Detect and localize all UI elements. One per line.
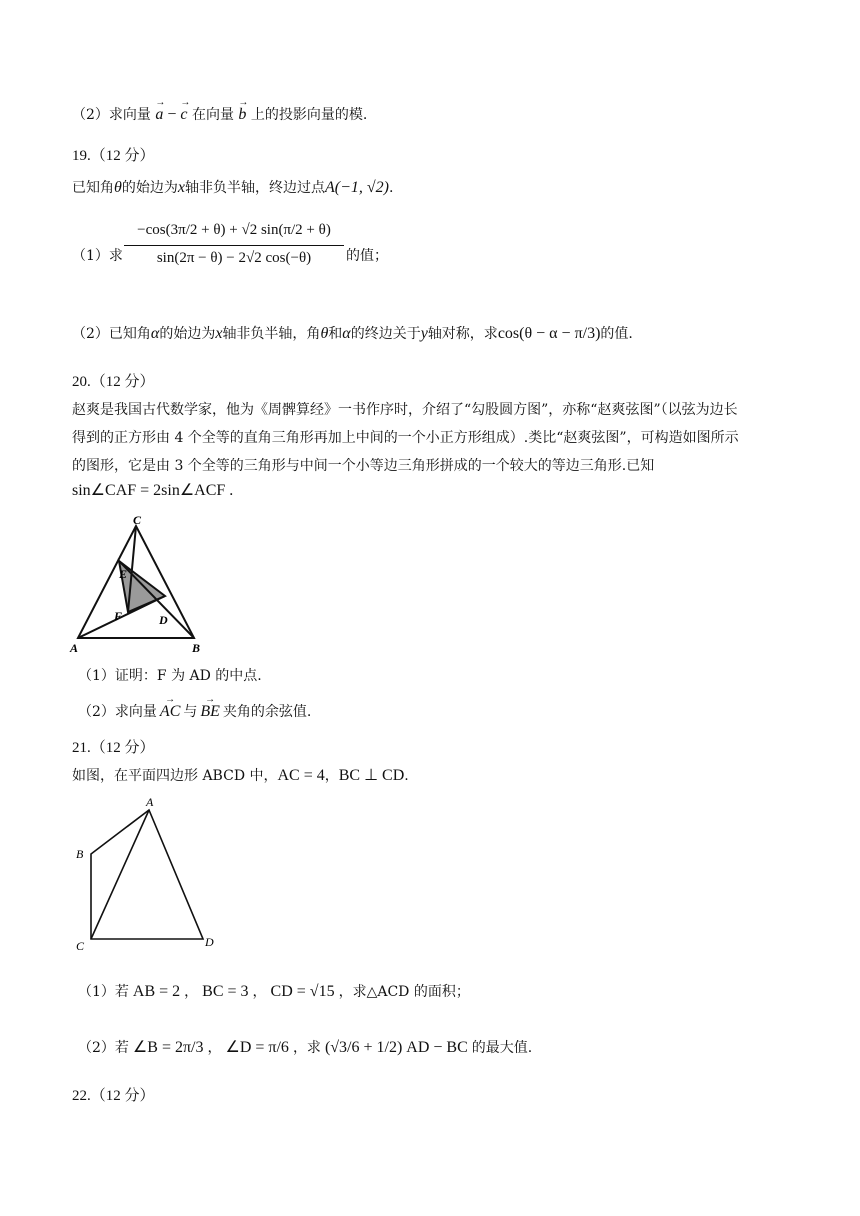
q19-part2-f: 轴对称，求: [427, 326, 498, 342]
label-d: D: [159, 613, 168, 627]
quadrilateral-abcd: [91, 810, 203, 939]
q20-part2: [78, 702, 311, 722]
theta-symbol-2: θ: [320, 325, 329, 342]
label-c: C: [133, 513, 142, 527]
q20-para1-text: 赵爽是我国古代数学家，他为《周髀算经》一书作序时，介绍了“勾股圆方图”，亦称“赵爽弦图”（以弦为边长: [72, 402, 738, 418]
theta-symbol: θ: [114, 179, 122, 196]
q19-part1-suffix-text: 的值；: [346, 248, 388, 264]
q19-stem-end: .: [388, 180, 394, 196]
q21-header-text: 21.（12 分）: [72, 740, 155, 756]
q19-part1-fraction: [124, 222, 344, 267]
q20-condition-text: sin∠CAF = 2sin∠ACF .: [72, 482, 234, 499]
angle-d: ∠D = π/6: [225, 1039, 289, 1056]
y-symbol: y: [420, 325, 428, 342]
q20-para3: [72, 456, 654, 476]
q19-part2-d: 和: [328, 326, 343, 342]
q19-part1-prefix: [72, 246, 123, 266]
q21-quadrilateral-figure: [62, 794, 232, 960]
q21-part2-prefix: （2）若: [78, 1040, 129, 1056]
q19-part2-g: 的值.: [600, 326, 633, 342]
q19-header: [72, 146, 155, 166]
q20-part2-suffix: 夹角的余弦值.: [222, 704, 312, 720]
vector-ac: AC →: [160, 702, 180, 722]
q20-para1: [72, 400, 738, 420]
q19-part2-c: 轴非负半轴，角: [222, 326, 321, 342]
fraction-numerator: −cos(3π/2 + θ) + √2 sin(π/2 + θ): [137, 222, 331, 238]
q21-part2-mid: ，求: [292, 1040, 321, 1056]
q21-stem: [72, 766, 409, 786]
q21-comma: ，: [324, 768, 339, 784]
label-f: F: [114, 609, 123, 623]
cd-equals-sqrt15: CD = √15: [270, 983, 335, 1000]
x-symbol: x: [177, 179, 185, 196]
q21-part1-suffix: ，求△ACD 的面积；: [338, 984, 470, 1000]
q19-stem-mid2: 轴非负半轴，终边过点: [184, 180, 325, 196]
q20-para3-text: 的图形，它是由 3 个全等的三角形与中间一个小等边三角形拼成的一个较大的等边三角形.已知: [72, 458, 655, 474]
q21-part1-prefix: （1）若: [78, 984, 129, 1000]
q19-part1-prefix-text: （1）求: [72, 248, 123, 264]
q19-header-text: 19.（12 分）: [72, 148, 155, 164]
q18-part2-mid: 在向量: [187, 107, 239, 123]
q21-part2-suffix: 的最大值.: [471, 1040, 533, 1056]
q20-part1-text: （1）证明：F 为 AD 的中点.: [78, 668, 262, 684]
ab-equals-2: AB = 2: [132, 983, 181, 1000]
vector-a: a →: [155, 105, 163, 125]
q19-part2: [72, 324, 633, 344]
q19-stem: [72, 178, 393, 198]
q20-para2: [72, 428, 739, 448]
q20-part1: [78, 666, 262, 686]
vector-b: b →: [238, 105, 246, 125]
q19-part2-e: 的终边关于: [350, 326, 421, 342]
q20-para2-text: 得到的正方形由 4 个全等的直角三角形再加上中间的一个小正方形组成）.类比“赵爽弦图”，可构造如图所示: [72, 430, 739, 446]
fraction-bar: [124, 245, 344, 246]
angle-b: ∠B = 2π/3: [132, 1039, 204, 1056]
vector-c: c →: [180, 105, 187, 125]
label-a: A: [70, 641, 79, 655]
q20-condition: [72, 481, 233, 501]
q19-stem-mid: 的始边为: [121, 180, 178, 196]
label-b: B: [76, 847, 84, 861]
q21-stem-end: .: [404, 768, 409, 784]
q18-part2: [72, 105, 367, 125]
bc-equals-3: BC = 3: [202, 983, 249, 1000]
alpha-symbol-2: α: [342, 325, 351, 342]
vector-be: BE →: [200, 702, 220, 722]
label-c: C: [76, 939, 85, 953]
q20-part2-prefix: （2）求向量: [78, 704, 157, 720]
diagonal-ac: [91, 810, 149, 939]
q19-part1-suffix: [346, 246, 388, 266]
alpha-symbol: α: [150, 325, 160, 342]
q19-part2-b: 的始边为: [159, 326, 216, 342]
q21-part1: （1）若 AB = 2 ， BC = 3 ， CD = √15 ，求△ACD 的面积；: [78, 983, 470, 1000]
point-a: A(−1, √2): [324, 179, 389, 196]
q21-part2: （2）若 ∠B = 2π/3 ， ∠D = π/6 ，求 (√3/6 + 1/2) AD − BC 的最大值.: [78, 1039, 533, 1056]
q22-header: [72, 1086, 155, 1106]
q21-stem-prefix: 如图，在平面四边形 ABCD 中，: [72, 768, 278, 784]
max-expression: (√3/6 + 1/2) AD − BC: [324, 1039, 468, 1056]
q18-part2-prefix: （2）求向量: [72, 107, 151, 123]
q20-triangle-figure: [66, 510, 216, 656]
minus-sign: −: [163, 106, 181, 123]
x-symbol-2: x: [215, 325, 223, 342]
label-b: B: [192, 641, 201, 655]
q18-part2-suffix: 上的投影向量的模.: [246, 107, 368, 123]
q20-header: [72, 372, 155, 392]
q19-stem-prefix: 已知角: [72, 180, 114, 196]
fraction-denominator: sin(2π − θ) − 2√2 cos(−θ): [156, 250, 312, 266]
q21-header: [72, 738, 155, 758]
cos-expression: cos(θ − α − π/3): [497, 325, 601, 342]
q20-part2-mid: 与: [183, 704, 198, 720]
label-e: E: [119, 567, 128, 581]
q22-header-text: 22.（12 分）: [72, 1088, 155, 1104]
bc-perp-cd: BC ⊥ CD: [338, 767, 405, 784]
ac-equals-4: AC = 4: [277, 767, 325, 784]
label-a: A: [146, 795, 154, 809]
q19-part2-a: （2）已知角: [72, 326, 151, 342]
label-d: D: [205, 935, 214, 949]
q20-header-text: 20.（12 分）: [72, 374, 155, 390]
